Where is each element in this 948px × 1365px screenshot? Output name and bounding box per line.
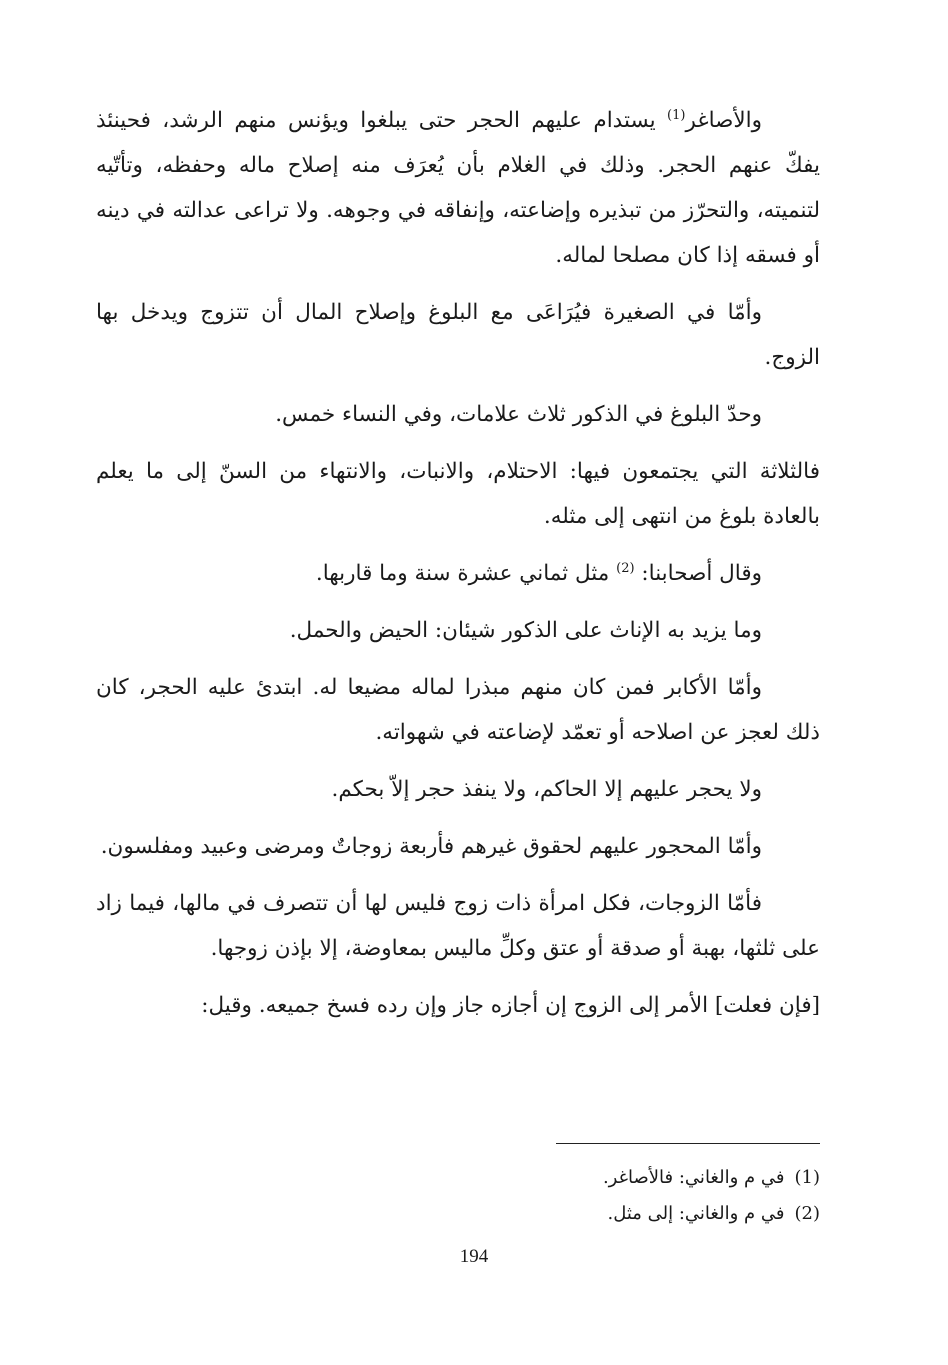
footnote-text: في م والغاني: فالأصاغر. xyxy=(602,1167,785,1188)
paragraph-3 xyxy=(96,392,820,437)
paragraph-2 xyxy=(96,290,820,380)
paragraph-5 xyxy=(96,551,820,596)
paragraph-4 xyxy=(96,449,820,539)
paragraph-text: والأصاغر xyxy=(685,108,762,133)
paragraph-text: وحدّ البلوغ في الذكور ثلاث علامات، وفي النساء خمس. xyxy=(275,402,762,427)
paragraph-text: يستدام عليهم الحجر حتى يبلغوا ويؤنس منهم الرشد، فحينئذ يفكّ عنهم الحجر. وذلك في الغلام بأن يُعرَف منه إصلاح ماله وحفظه، وتأتّيه لتنميته، والتحرّز من تبذيره وإضاعته، وإنفاقه في وجوهه. ولا تراعى عدالته في دينه أو فسقه إذا كان مصلحا لماله. xyxy=(96,108,820,268)
footnote-number: (2) xyxy=(794,1203,820,1224)
paragraph-10 xyxy=(96,881,820,971)
paragraph-text: وقال أصحابنا: xyxy=(634,561,762,586)
paragraph-7 xyxy=(96,665,820,755)
footnote-2 xyxy=(96,1196,820,1232)
paragraph-1 xyxy=(96,98,820,278)
paragraph-8 xyxy=(96,767,820,812)
paragraph-text: ولا يحجر عليهم إلا الحاكم، ولا ينفذ حجر إلاّ بحكم. xyxy=(331,777,762,802)
footnote-ref-1[interactable]: (1) xyxy=(667,107,686,123)
paragraph-text: وأمّا الأكابر فمن كان منهم مبذرا لماله مضيعا له. ابتدئ عليه الحجر، كان ذلك لعجز عن اصلاحه أو تعمّد لإضاعته في شهواته. xyxy=(96,675,820,745)
paragraph-text: فأمّا الزوجات، فكل امرأة ذات زوج فليس لها أن تتصرف في مالها، فيما زاد على ثلثها، بهبة أو صدقة أو عتق وكلِّ ماليس بمعاوضة، إلا بإذن زوجها. xyxy=(96,891,820,961)
paragraph-text: وأمّا في الصغيرة فيُرَاعَى مع البلوغ وإصلاح المال أن تتزوج ويدخل بها الزوج. xyxy=(96,300,820,370)
paragraph-11 xyxy=(96,983,820,1028)
footnote-1 xyxy=(96,1160,820,1196)
footnote-text: في م والغاني: إلى مثل. xyxy=(607,1203,785,1224)
paragraph-text: وأمّا المحجور عليهم لحقوق غيرهم فأربعة زوجاتٌ ومرضى وعبيد ومفلسون. xyxy=(100,834,762,859)
footnote-ref-2[interactable]: (2) xyxy=(616,560,635,576)
paragraph-text: وما يزيد به الإناث على الذكور شيئان: الحيض والحمل. xyxy=(289,618,762,643)
footnotes xyxy=(96,1160,820,1232)
page-number: 194 xyxy=(459,1246,489,1267)
page-body xyxy=(96,98,820,1040)
footnote-divider xyxy=(556,1143,820,1144)
paragraph-9 xyxy=(96,824,820,869)
paragraph-text: [فإن فعلت] الأمر إلى الزوج إن أجازه جاز وإن رده فسخ جميعه. وقيل: xyxy=(201,993,820,1018)
paragraph-6 xyxy=(96,608,820,653)
paragraph-text: مثل ثماني عشرة سنة وما قاربها. xyxy=(315,561,617,586)
footnote-number: (1) xyxy=(794,1167,820,1188)
paragraph-text: فالثلاثة التي يجتمعون فيها: الاحتلام، والانبات، والانتهاء من السنّ إلى ما يعلم بالعادة بلوغ من انتهى إلى مثله. xyxy=(96,459,820,529)
